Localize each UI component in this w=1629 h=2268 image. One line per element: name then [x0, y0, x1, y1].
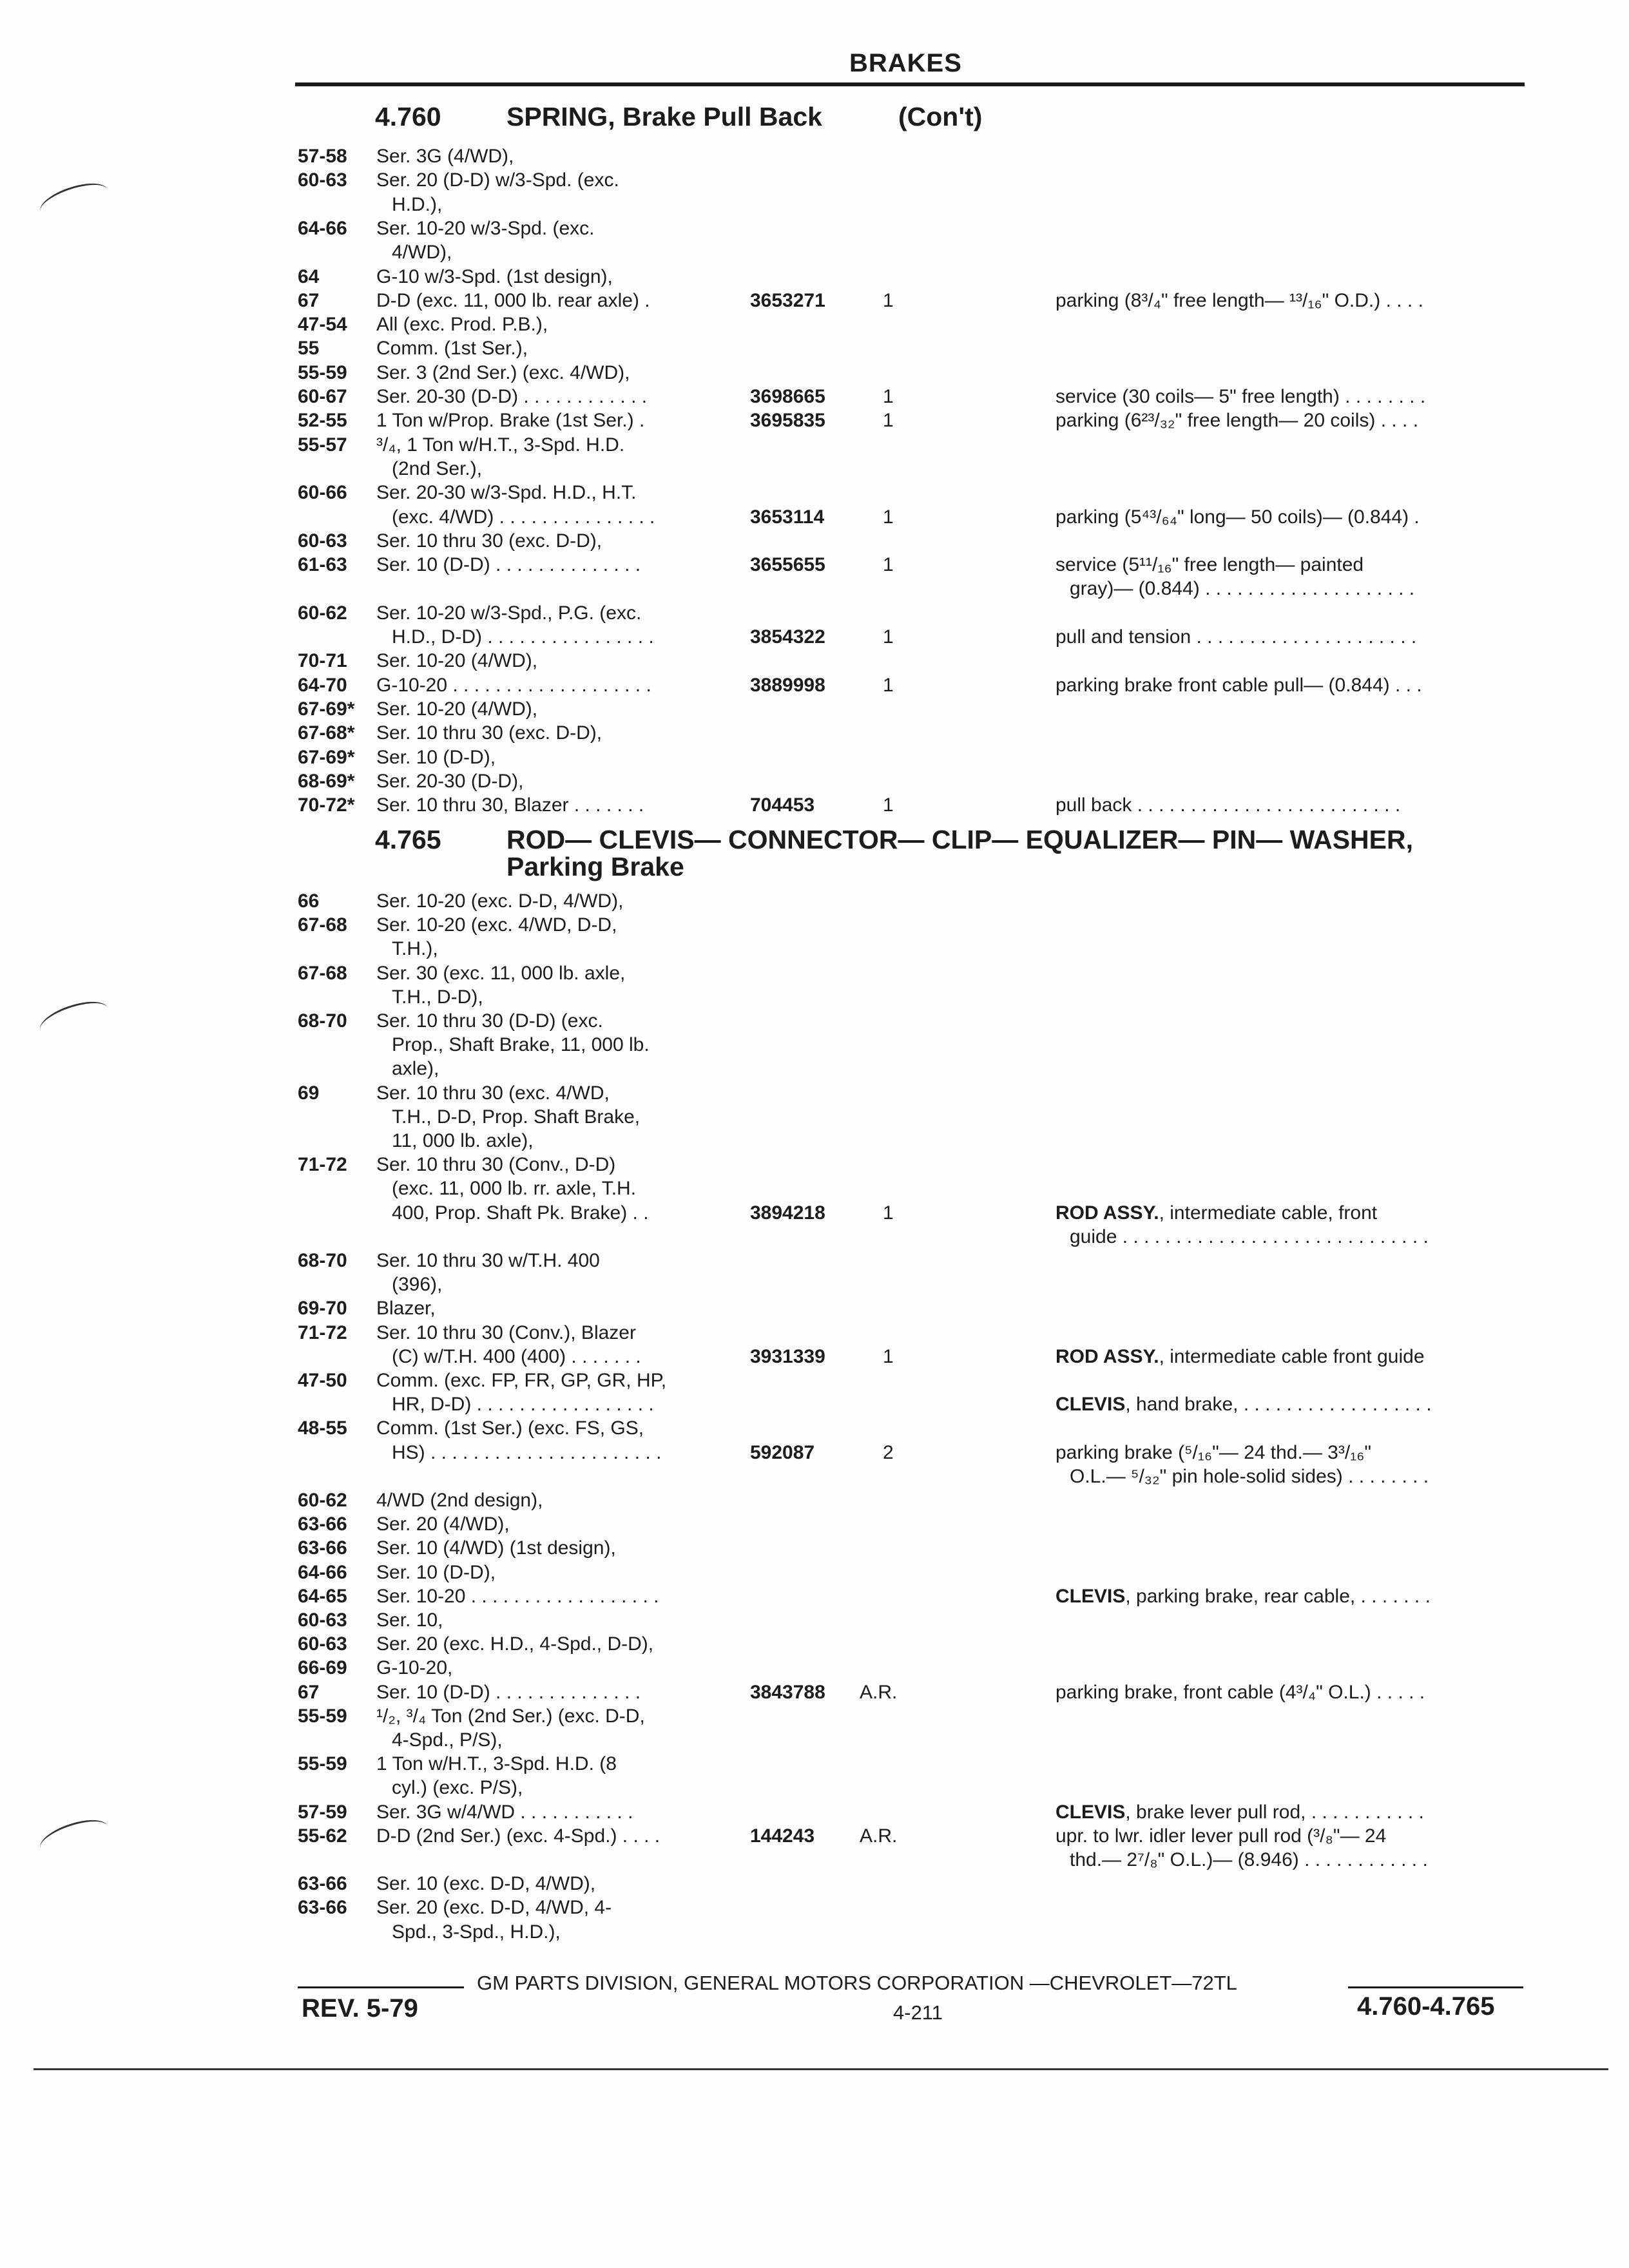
- table-row: [0, 410, 1629, 432]
- description: [1055, 290, 1423, 312]
- model-years: 64-65: [298, 1586, 347, 1607]
- description-text: parking brake (⁵/₁₆"— 24 thd.— 3³/₁₆": [1055, 1442, 1372, 1463]
- application: H.D., D-D) . . . . . . . . . . . . . . . .: [392, 626, 654, 648]
- table-row: [0, 1753, 1629, 1775]
- description-text: upr. to lwr. idler lever pull rod (³/₈"— 24: [1055, 1825, 1387, 1847]
- model-years: 64-66: [298, 218, 347, 239]
- table-row: [0, 578, 1629, 600]
- model-years: 60-66: [298, 482, 347, 503]
- quantity: 1: [883, 626, 894, 648]
- section-number: 4.765: [375, 825, 441, 854]
- table-row: [0, 1370, 1629, 1392]
- application: Ser. 10 (exc. D-D, 4/WD),: [376, 1873, 596, 1894]
- description: [1055, 410, 1418, 432]
- application: Ser. 10 (D-D) . . . . . . . . . . . . . .: [376, 1682, 641, 1703]
- table-row: [0, 1682, 1629, 1704]
- application: 11, 000 lb. axle),: [392, 1130, 534, 1151]
- model-years: 52-55: [298, 410, 347, 431]
- table-row: [0, 1106, 1629, 1128]
- part-number: 592087: [750, 1442, 815, 1463]
- table-row: [0, 650, 1629, 672]
- table-row: [0, 194, 1629, 216]
- application: Ser. 20 (D-D) w/3-Spd. (exc.: [376, 169, 619, 191]
- description-text: , hand brake, . . . . . . . . . . . . . . . . . .: [1125, 1394, 1432, 1415]
- application: (exc. 11, 000 lb. rr. axle, T.H.: [392, 1178, 637, 1199]
- table-row: [0, 1537, 1629, 1559]
- table-row: [0, 1250, 1629, 1272]
- section-number: 4.760: [375, 102, 441, 131]
- application: Ser. 10-20 (4/WD),: [376, 698, 538, 720]
- application: Ser. 10 thru 30, Blazer . . . . . . .: [376, 794, 644, 816]
- application: T.H., D-D),: [392, 986, 483, 1008]
- section-title-line2: Parking Brake: [506, 852, 684, 881]
- section-title: ROD— CLEVIS— CONNECTOR— CLIP— EQUALIZER— PIN— WASHER,: [506, 825, 1413, 854]
- footer-rule-right: [1348, 1986, 1523, 1988]
- application: Ser. 3G (4/WD),: [376, 146, 514, 167]
- application: G-10 w/3-Spd. (1st design),: [376, 266, 613, 287]
- application: ¹/₂, ³/₄ Ton (2nd Ser.) (exc. D-D,: [376, 1706, 645, 1727]
- application: Ser. 10-20 (exc. D-D, 4/WD),: [376, 890, 624, 912]
- table-row: [0, 1514, 1629, 1535]
- model-years: 69-70: [298, 1298, 347, 1319]
- model-years: 55-59: [298, 1753, 347, 1774]
- part-number: 3698665: [750, 386, 825, 407]
- table-row: [0, 362, 1629, 384]
- table-row: [0, 626, 1629, 648]
- description-text: pull and tension . . . . . . . . . . . . . . . . . . . . .: [1055, 626, 1417, 648]
- application: Ser. 10 (D-D),: [376, 1562, 496, 1583]
- model-years: 68-70: [298, 1250, 347, 1271]
- table-row: [0, 1058, 1629, 1080]
- table-row: [0, 1586, 1629, 1608]
- model-years: 67-68*: [298, 722, 355, 744]
- quantity: A.R.: [860, 1825, 898, 1847]
- table-row: [0, 963, 1629, 985]
- application: D-D (2nd Ser.) (exc. 4-Spd.) . . . .: [376, 1825, 660, 1847]
- application: D-D (exc. 11, 000 lb. rear axle) .: [376, 290, 650, 311]
- model-years: 47-54: [298, 314, 347, 335]
- model-years: 60-63: [298, 1610, 347, 1631]
- part-number: 3889998: [750, 675, 825, 696]
- table-row: [0, 747, 1629, 769]
- application: Ser. 20-30 w/3-Spd. H.D., H.T.: [376, 482, 637, 503]
- description: [1055, 794, 1400, 816]
- table-row: [0, 1274, 1629, 1296]
- table-row: [0, 771, 1629, 793]
- table-row: [0, 1562, 1629, 1584]
- model-years: 67-68: [298, 963, 347, 984]
- model-years: 67-68: [298, 914, 347, 936]
- model-years: 60-67: [298, 386, 347, 407]
- quantity: 1: [883, 410, 894, 431]
- table-row: [0, 602, 1629, 624]
- application: (C) w/T.H. 400 (400) . . . . . . .: [392, 1346, 641, 1367]
- table-row: [0, 482, 1629, 504]
- table-row: [0, 1082, 1629, 1104]
- model-years: 68-69*: [298, 771, 355, 792]
- table-row: [0, 675, 1629, 697]
- application: Ser. 20 (exc. H.D., 4-Spd., D-D),: [376, 1633, 654, 1655]
- application: T.H.),: [392, 938, 438, 959]
- table-row: [0, 1729, 1629, 1751]
- model-years: 64-66: [298, 1562, 347, 1583]
- table-row: [0, 1010, 1629, 1032]
- table-row: [0, 1154, 1629, 1176]
- model-years: 60-63: [298, 1633, 347, 1655]
- model-years: 60-62: [298, 602, 347, 624]
- application: Ser. 20 (4/WD),: [376, 1514, 510, 1535]
- description: [1070, 1849, 1428, 1871]
- quantity: 1: [883, 290, 894, 311]
- quantity: 2: [883, 1442, 894, 1463]
- application: 4-Spd., P/S),: [392, 1729, 503, 1751]
- quantity: 1: [883, 386, 894, 407]
- description: [1055, 1442, 1371, 1464]
- part-number: 3653114: [750, 506, 825, 528]
- description-keyword: CLEVIS: [1055, 1586, 1126, 1607]
- table-row: [0, 1802, 1629, 1823]
- application: Comm. (exc. FP, FR, GP, GR, HP,: [376, 1370, 667, 1391]
- section-title: SPRING, Brake Pull Back: [506, 102, 822, 131]
- application: H.D.),: [392, 194, 443, 215]
- application: Ser. 10 (D-D),: [376, 747, 496, 768]
- table-row: [0, 1178, 1629, 1200]
- table-row: [0, 1873, 1629, 1895]
- application: Ser. 10-20 (4/WD),: [376, 650, 538, 671]
- table-row: [0, 386, 1629, 408]
- table-row: [0, 1130, 1629, 1152]
- description-text: parking (8³/₄" free length— ¹³/₁₆" O.D.) . . . .: [1055, 290, 1423, 311]
- table-row: [0, 1298, 1629, 1320]
- application: (396),: [392, 1274, 443, 1295]
- section-continued: (Con't): [898, 102, 983, 131]
- model-years: 70-71: [298, 650, 347, 671]
- table-row: [0, 1394, 1629, 1416]
- description-text: O.L.— ⁵/₃₂" pin hole-solid sides) . . . . . . . .: [1070, 1466, 1429, 1487]
- application: Ser. 10 (D-D) . . . . . . . . . . . . . .: [376, 554, 641, 575]
- application: 4/WD (2nd design),: [376, 1490, 543, 1511]
- model-years: 64-70: [298, 675, 347, 696]
- part-number: 3931339: [750, 1346, 825, 1367]
- table-row: [0, 722, 1629, 744]
- description: [1055, 1682, 1425, 1704]
- quantity: 1: [883, 1202, 894, 1224]
- application: Ser. 3 (2nd Ser.) (exc. 4/WD),: [376, 362, 630, 383]
- application: Ser. 20-30 (D-D) . . . . . . . . . . . .: [376, 386, 648, 407]
- application: Prop., Shaft Brake, 11, 000 lb.: [392, 1034, 650, 1055]
- description: [1055, 626, 1416, 648]
- table-row: [0, 1777, 1629, 1799]
- table-row: [0, 794, 1629, 816]
- description-keyword: CLEVIS: [1055, 1394, 1126, 1415]
- application: Ser. 30 (exc. 11, 000 lb. axle,: [376, 963, 626, 984]
- model-years: 64: [298, 266, 320, 287]
- description-text: parking (5⁴³/₆₄" long— 50 coils)— (0.844) .: [1055, 506, 1420, 528]
- model-years: 67-69*: [298, 698, 355, 720]
- table-row: [0, 914, 1629, 936]
- part-number: 3653271: [750, 290, 825, 311]
- table-row: [0, 1226, 1629, 1248]
- description-keyword: CLEVIS: [1055, 1802, 1126, 1823]
- table-row: [0, 290, 1629, 312]
- part-number: 3655655: [750, 554, 825, 575]
- application: HR, D-D) . . . . . . . . . . . . . . . . .: [392, 1394, 654, 1415]
- description-text: , brake lever pull rod, . . . . . . . . . . .: [1125, 1802, 1424, 1823]
- description: [1055, 1394, 1432, 1416]
- table-row: [0, 1657, 1629, 1679]
- table-row: [0, 530, 1629, 552]
- model-years: 61-63: [298, 554, 347, 575]
- application: 4/WD),: [392, 242, 452, 263]
- table-row: [0, 266, 1629, 288]
- table-row: [0, 1921, 1629, 1943]
- application: cyl.) (exc. P/S),: [392, 1777, 523, 1798]
- table-row: [0, 314, 1629, 336]
- table-row: [0, 1897, 1629, 1919]
- description: [1055, 506, 1420, 528]
- table-row: [0, 1202, 1629, 1224]
- description-text: service (5¹¹/₁₆" free length— painted: [1055, 554, 1364, 575]
- header-rule: [295, 82, 1525, 86]
- quantity: 1: [883, 675, 894, 696]
- application: axle),: [392, 1058, 439, 1079]
- table-row: [0, 938, 1629, 960]
- table-row: [0, 146, 1629, 168]
- table-row: [0, 986, 1629, 1008]
- table-row: [0, 242, 1629, 264]
- description: [1055, 1346, 1425, 1368]
- application: Ser. 3G w/4/WD . . . . . . . . . . .: [376, 1802, 633, 1823]
- application: Blazer,: [376, 1298, 436, 1319]
- model-years: 70-72*: [298, 794, 355, 816]
- part-number: 3843788: [750, 1682, 825, 1703]
- table-row: [0, 1322, 1629, 1344]
- application: Ser. 10-20 (exc. 4/WD, D-D,: [376, 914, 617, 936]
- description: [1055, 1802, 1424, 1823]
- table-row: [0, 890, 1629, 912]
- application: Ser. 10 thru 30 (exc. 4/WD,: [376, 1082, 610, 1104]
- part-number: 704453: [750, 794, 815, 816]
- application: Ser. 10 (4/WD) (1st design),: [376, 1537, 616, 1559]
- table-row: [0, 169, 1629, 191]
- table-row: [0, 554, 1629, 576]
- description-text: guide . . . . . . . . . . . . . . . . . . . . . . . . . . . . .: [1070, 1226, 1429, 1247]
- model-years: 48-55: [298, 1418, 347, 1439]
- description-keyword: ROD ASSY.: [1055, 1346, 1159, 1367]
- model-years: 47-50: [298, 1370, 347, 1391]
- application: Comm. (1st Ser.),: [376, 338, 528, 359]
- table-row: [0, 1466, 1629, 1488]
- model-years: 60-63: [298, 169, 347, 191]
- page-title: BRAKES: [849, 49, 962, 77]
- application: Ser. 10,: [376, 1610, 443, 1631]
- application: 1 Ton w/Prop. Brake (1st Ser.) .: [376, 410, 645, 431]
- table-row: [0, 1490, 1629, 1512]
- model-years: 67-69*: [298, 747, 355, 768]
- description-text: service (30 coils— 5" free length) . . . . . . . .: [1055, 386, 1426, 407]
- application: 400, Prop. Shaft Pk. Brake) . .: [392, 1202, 649, 1224]
- quantity: 1: [883, 1346, 894, 1367]
- application: Ser. 10-20 w/3-Spd., P.G. (exc.: [376, 602, 642, 624]
- table-row: [0, 1346, 1629, 1368]
- description: [1055, 1586, 1431, 1608]
- model-years: 66-69: [298, 1657, 347, 1678]
- application: Ser. 10 thru 30 (exc. D-D),: [376, 530, 602, 552]
- model-years: 57-58: [298, 146, 347, 167]
- description: [1055, 675, 1422, 697]
- model-years: 63-66: [298, 1537, 347, 1559]
- part-number: 3854322: [750, 626, 825, 648]
- description: [1070, 1226, 1429, 1248]
- description: [1070, 578, 1414, 600]
- application: Spd., 3-Spd., H.D.),: [392, 1921, 561, 1943]
- application: G-10-20 . . . . . . . . . . . . . . . . . . .: [376, 675, 651, 696]
- description: [1070, 1466, 1429, 1488]
- description-text: , intermediate cable front guide: [1159, 1346, 1425, 1367]
- model-years: 60-62: [298, 1490, 347, 1511]
- application: ³/₄, 1 Ton w/H.T., 3-Spd. H.D.: [376, 434, 625, 456]
- application: G-10-20,: [376, 1657, 453, 1678]
- quantity: 1: [883, 554, 894, 575]
- table-row: [0, 506, 1629, 528]
- model-years: 68-70: [298, 1010, 347, 1032]
- description: [1055, 554, 1364, 576]
- model-years: 69: [298, 1082, 320, 1104]
- application: (exc. 4/WD) . . . . . . . . . . . . . . .: [392, 506, 655, 528]
- application: All (exc. Prod. P.B.),: [376, 314, 548, 335]
- application: Ser. 10 thru 30 (D-D) (exc.: [376, 1010, 603, 1032]
- table-row: [0, 1418, 1629, 1439]
- part-number: 3894218: [750, 1202, 825, 1224]
- application: Ser. 10-20 . . . . . . . . . . . . . . . . . .: [376, 1586, 659, 1607]
- table-row: [0, 1633, 1629, 1655]
- model-years: 57-59: [298, 1802, 347, 1823]
- description-text: pull back . . . . . . . . . . . . . . . . . . . . . . . . .: [1055, 794, 1401, 816]
- model-years: 55-59: [298, 1706, 347, 1727]
- description-text: gray)— (0.844) . . . . . . . . . . . . . . . . . . . .: [1070, 578, 1415, 599]
- quantity: 1: [883, 794, 894, 816]
- description-text: parking brake, front cable (4³/₄" O.L.) . . . . .: [1055, 1682, 1425, 1703]
- application: Comm. (1st Ser.) (exc. FS, GS,: [376, 1418, 644, 1439]
- table-row: [0, 458, 1629, 480]
- table-row: [0, 1610, 1629, 1631]
- application: Ser. 10 thru 30 (exc. D-D),: [376, 722, 602, 744]
- table-row: [0, 1849, 1629, 1871]
- description-text: , parking brake, rear cable, . . . . . . .: [1125, 1586, 1431, 1607]
- application: HS) . . . . . . . . . . . . . . . . . . . . . .: [392, 1442, 662, 1463]
- footer-publisher: GM PARTS DIVISION, GENERAL MOTORS CORPORATION —CHEVROLET—72TL: [477, 1972, 1237, 1994]
- model-years: 66: [298, 890, 320, 912]
- quantity: A.R.: [860, 1682, 898, 1703]
- application: Ser. 20-30 (D-D),: [376, 771, 524, 792]
- section-range: 4.760-4.765: [1357, 1992, 1495, 2021]
- model-years: 67: [298, 1682, 320, 1703]
- model-years: 55-59: [298, 362, 347, 383]
- table-row: [0, 1825, 1629, 1847]
- application: 1 Ton w/H.T., 3-Spd. H.D. (8: [376, 1753, 617, 1774]
- table-row: [0, 218, 1629, 240]
- model-years: 55-57: [298, 434, 347, 456]
- table-row: [0, 434, 1629, 456]
- description-text: thd.— 2⁷/₈" O.L.)— (8.946) . . . . . . . . . . . .: [1070, 1849, 1428, 1870]
- model-years: 71-72: [298, 1322, 347, 1343]
- application: Ser. 10 thru 30 (Conv.), Blazer: [376, 1322, 636, 1343]
- model-years: 55-62: [298, 1825, 347, 1847]
- footer-rule-left: [298, 1986, 464, 1988]
- model-years: 63-66: [298, 1514, 347, 1535]
- description-text: parking (6²³/₃₂" free length— 20 coils) . . . .: [1055, 410, 1419, 431]
- part-number: 3695835: [750, 410, 825, 431]
- model-years: 71-72: [298, 1154, 347, 1175]
- description-text: , intermediate cable, front: [1159, 1202, 1378, 1224]
- model-years: 63-66: [298, 1873, 347, 1894]
- table-row: [0, 1442, 1629, 1464]
- application: Ser. 20 (exc. D-D, 4/WD, 4-: [376, 1897, 612, 1918]
- application: T.H., D-D, Prop. Shaft Brake,: [392, 1106, 641, 1128]
- application: (2nd Ser.),: [392, 458, 483, 479]
- description: [1055, 1202, 1377, 1224]
- description-keyword: ROD ASSY.: [1055, 1202, 1159, 1224]
- application: Ser. 10 thru 30 w/T.H. 400: [376, 1250, 600, 1271]
- application: Ser. 10 thru 30 (Conv., D-D): [376, 1154, 616, 1175]
- table-row: [0, 698, 1629, 720]
- model-years: 60-63: [298, 530, 347, 552]
- page-number: 4-211: [893, 2001, 943, 2024]
- table-row: [0, 338, 1629, 360]
- quantity: 1: [883, 506, 894, 528]
- description-text: parking brake front cable pull— (0.844) . . .: [1055, 675, 1422, 696]
- model-years: 63-66: [298, 1897, 347, 1918]
- application: Ser. 10-20 w/3-Spd. (exc.: [376, 218, 595, 239]
- table-row: [0, 1034, 1629, 1056]
- part-number: 144243: [750, 1825, 815, 1847]
- description: [1055, 386, 1425, 408]
- page-bottom-rule: [34, 2068, 1608, 2070]
- model-years: 67: [298, 290, 320, 311]
- model-years: 55: [298, 338, 320, 359]
- revision-label: REV. 5-79: [302, 1994, 418, 2023]
- description: [1055, 1825, 1386, 1847]
- table-row: [0, 1706, 1629, 1727]
